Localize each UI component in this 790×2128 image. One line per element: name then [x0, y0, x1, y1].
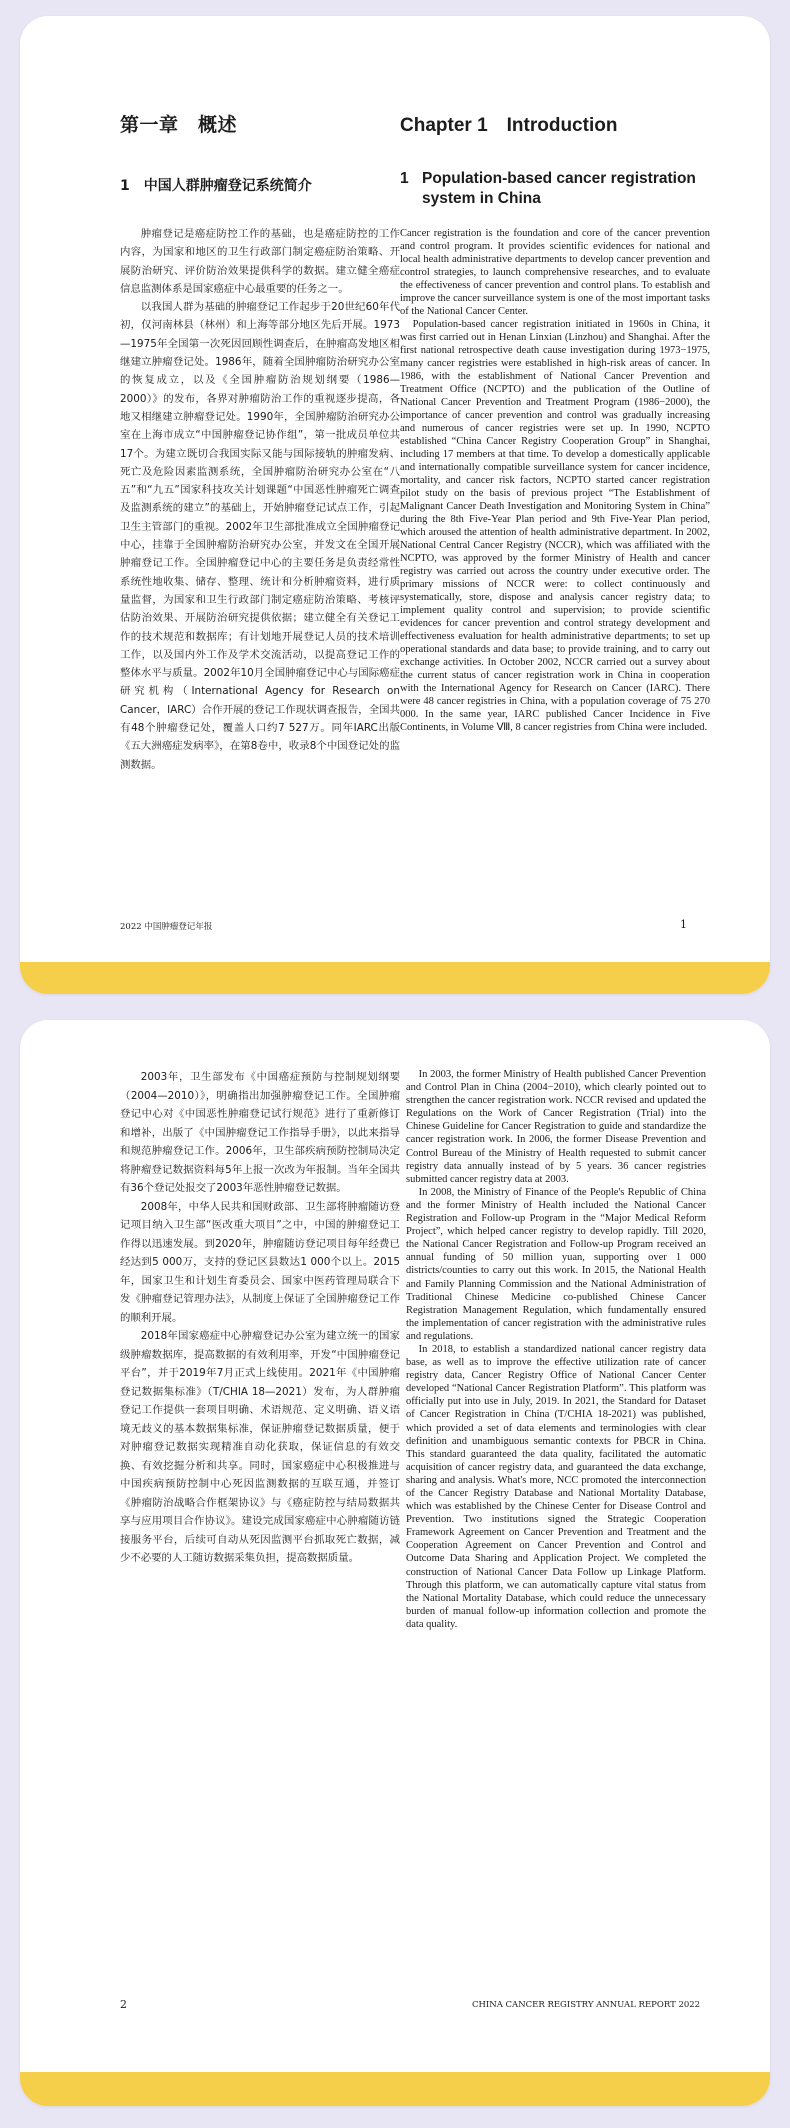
report-page-1	[20, 16, 770, 994]
body-text-cn	[120, 225, 400, 774]
paragraph: Population-based cancer registration initiated in 1960s in China, it was first carried out in Henan Linxian (Linzhou) and Shanghai. After the first national retrospective death cause investigation during 1973−1975, many cancer registries were established in high-risk areas of cancer. In 1986, with the establishment of National Cancer Prevention and Treatment Office (NCPTO) and the publication of the Outline of National Cancer Prevention and Treatment Program (1986−2000), the importance of cancer prevention and control was gradually increasing and numerous of cancer registries were set up. In 1990, NCPTO established “China Cancer Registry Cooperation Group” in Shanghai, including 17 members at that time. To develop a domestically applicable and internationally compatible surveillance system for cancer incidence, mortality, and cancer risk factors, NCPTO started cancer registration pilot study on the basis of previous project “The Establishment of Malignant Cancer Death Investigation and Monitoring System in China” during the 8th Five-Year Plan period and 9th Five-Year Plan period, which aroused the attention of health administrative department. In 2002, National Central Cancer Registry (NCCR), which was affiliated with the NCPTO, was approved by the former Ministry of Health and cancer registry was carried out across the country under executive order. The primary missions of NCCR were: to collect continuously and systematically, store, dispose and analysis cancer registry data; to implement quality control and supervision; to provide scientific evidences for cancer prevention and control strategy development and effectiveness evaluation for health administrative departments; to set up operational standards and data base; to provide training, and to carry out exchange activities. In October 2002, NCCR carried out a survey about the current status of cancer registration work in China in cooperation with the International Agency for Research on Cancer (IARC). There were 48 cancer registries in China, with a population coverage of 75 270 000. In the same year, IARC published Cancer Incidence in Five Continents, in Volume Ⅷ, 8 cancer registries from China were included.	[400, 319, 710, 733]
page-number: 1	[680, 918, 687, 931]
chapter-title-en: Chapter 1 Introduction	[400, 115, 618, 136]
paragraph: 肿瘤登记是癌症防控工作的基础，也是癌症防控的工作内容，为国家和地区的卫生行政部门制定癌症防治策略、开展防治研究、评价防治效果提供科学的数据。建立健全癌症信息监测体系是国家癌症中心最重要的任务之一。	[120, 228, 400, 295]
english-column	[406, 1068, 706, 1998]
running-footer: 2022 中国肿瘤登记年报	[120, 922, 213, 932]
chapter-title-cn: 第一章 概述	[120, 114, 238, 136]
paragraph: Cancer registration is the foundation and core of the cancer prevention and control program. It provides scientific evidences for national and local health administrative departments to develop cancer prevention and control strategies, to launch comprehensive researches, and to evaluate the effectiveness of cancer prevention and control plans. To establish and improve the cancer surveillance system is one of the most important tasks of the National Cancer Center.	[400, 228, 710, 317]
page-number: 2	[120, 1998, 127, 2011]
report-page-2	[20, 1020, 770, 2106]
english-column	[400, 110, 710, 900]
paragraph: 2008年，中华人民共和国财政部、卫生部将肿瘤随访登记项目纳入卫生部“医改重大项目”之中，中国的肿瘤登记工作得以迅速发展。到2020年，肿瘤随访登记项目每年经费已经达到5 000万，支持的登记区县数达1 000个以上。2015年，国家卫生和计划生育委员会、国家中医药管理局联合下发《肿瘤登记管理办法》，从制度上保证了全国肿瘤登记工作的顺利开展。	[120, 1200, 400, 1324]
running-footer: CHINA CANCER REGISTRY ANNUAL REPORT 2022	[472, 2000, 701, 2010]
body-text-en	[400, 227, 710, 734]
paragraph: 2018年国家癌症中心肿瘤登记办公室为建立统一的国家级肿瘤数据库，提高数据的有效利用率，开发“中国肿瘤登记平台”，并于2019年7月正式上线使用。2021年《中国肿瘤登记数据集标准》（T/CHIA 18—2021）发布，为人群肿瘤登记工作提供一套项目明确、术语规范、定义明确、语义语境无歧义的基本数据集标准，保证肿瘤登记数据质量，便于对肿瘤登记数据实现精准自动化获取，保证信息的有效交换、有效挖掘分析和共享。同时，国家癌症中心积极推进与中国疾病预防控制中心死因监测数据的互联互通，并签订《肿瘤防治战略合作框架协议》与《癌症防控与结局数据共享与应用项目合作协议》。建设完成国家癌症中心肿瘤随访链接服务平台，后续可自动从死因监测平台抓取死亡数据，减少不必要的人工随访数据采集负担，提高数据质量。	[120, 1330, 400, 1564]
section-number: 1	[400, 170, 409, 187]
body-text-cn	[120, 1068, 400, 1568]
section-heading-en	[400, 169, 710, 209]
body-text-en	[406, 1068, 706, 1631]
chinese-column	[120, 110, 400, 890]
section-heading-cn: 1 中国人群肿瘤登记系统简介	[120, 178, 312, 194]
paragraph: 2003年，卫生部发布《中国癌症预防与控制规划纲要（2004—2010）》，明确指出加强肿瘤登记工作。全国肿瘤登记中心对《中国恶性肿瘤登记试行规范》进行了重新修订和增补，出版了《中国肿瘤登记工作指导手册》，以此来指导和规范肿瘤登记工作。2006年，卫生部疾病预防控制局决定将肿瘤登记数据资料每5年上报一次改为年报制。当年全国共有36个登记处报交了2003年恶性肿瘤登记数据。	[120, 1071, 400, 1194]
paragraph: In 2018, to establish a standardized national cancer registry data base, as well as to improve the effective utilization rate of cancer registry data, Cancer Registry Office of National Cancer Center developed “National Cancer Registration Platform”. This platform was officially put into use in July, 2019. In 2021, the Standard for Dataset of Cancer Registration in China (T/CHIA 18-2021) was published, which provided a set of data elements and terminologies with clear definition and unambiguous semantic contexts for PBCR in China. This standard guaranteed the data quality, facilitated the automatic acquisition of cancer registry data, and guaranteed the data exchange, sharing and analysis. What's more, NCC promoted the interconnection of the Cancer Registry Database and National Mortality Database, which was established by the Chinese Center for Disease Control and Prevention. Two institutions signed the Strategic Cooperation Framework Agreement on Cancer Prevention and Treatment and the Cooperation Agreement on Cancer Prevention and Control and Outcome Data Sharing and Application Project. We completed the construction of National Cancer Data Follow up Linkage Platform. Through this platform, we can automatically capture vital status from the National Mortality Database, which could reduce the unnecessary burden of manual follow-up information collection and promote the data quality.	[406, 1343, 706, 1630]
paragraph: In 2008, the Ministry of Finance of the People's Republic of China and the former Ministry of Health included the National Cancer Registration and Follow-up Program in the “Major Medical Reform Project”, which helped cancer registry to develop rapidly. Till 2020, the National Cancer Registration and Follow-up Program received an annual funding of 50 million yuan, supporting over 1 000 districts/counties to carry out this work. In 2015, the National Health and Family Planning Commission and the National Administration of Traditional Chinese Medicine co-published Chinese Cancer Registration Management Regulation, which fundamentally ensured the implementation of cancer registration with the administrative rules and regulations.	[406, 1186, 706, 1342]
paragraph: 以我国人群为基础的肿瘤登记工作起步于20世纪60年代初，仅河南林县（林州）和上海等部分地区先后开展。1973—1975年全国第一次死因回顾性调查后，在肿瘤高发地区相继建立肿瘤登记处。1986年，随着全国肿瘤防治研究办公室的恢复成立，以及《全国肿瘤防治规划纲要（1986—2000）》的发布，各界对肿瘤防治工作的重视逐步提高，各地又相继建立肿瘤登记处。1990年，全国肿瘤防治研究办公室在上海市成立“中国肿瘤登记协作组”，第一批成员单位共17个。为建立既切合我国实际又能与国际接轨的肿瘤发病、死亡及危险因素监测系统，全国肿瘤防治研究办公室在“八五”和“九五”国家科技攻关计划课题“中国恶性肿瘤死亡调查及监测系统的建立”的基础上，开始肿瘤登记试点工作，引起卫生主管部门的重视。2002年卫生部批准成立全国肿瘤登记中心，挂靠于全国肿瘤防治研究办公室，并发文在全国开展肿瘤登记工作。全国肿瘤登记中心的主要任务是负责经常性系统性地收集、储存、整理、统计和分析肿瘤资料，进行质量监督，为国家和卫生行政部门制定癌症防治策略、考核评估防治效果、开展防治研究提供依据；建立健全有关登记工作的技术规范和数据库；有计划地开展登记人员的技术培训工作，以及国内外工作及学术交流活动，以提高登记工作的整体水平与质量。2002年10月全国肿瘤登记中心与国际癌症研究机构（International Agency for Research on Cancer，IARC）合作开展的登记工作现状调查报告，全国共有48个肿瘤登记处，覆盖人口约7 527万。同年IARC出版《五大洲癌症发病率》，在第8卷中，收录8个中国登记处的监测数据。	[120, 301, 400, 771]
page-accent-band	[20, 2072, 770, 2106]
chinese-column	[120, 1068, 400, 1868]
page-accent-band	[20, 962, 770, 994]
paragraph: In 2003, the former Ministry of Health published Cancer Prevention and Control Plan in China (2004−2010), which clearly pointed out to strengthen the cancer registration work. NCCR revised and updated the Regulations on the Work of Cancer Registration (Trial) into the Chinese Guideline for Cancer Registration to guide and standardize the cancer registration work. In 2006, the former Disease Prevention and Control Bureau of the Ministry of Health requested to submit cancer registry data annually instead of by 5 years. 36 cancer registries submitted cancer registry data at 2003.	[406, 1069, 706, 1185]
section-title: Population-based cancer registration system in China	[422, 170, 696, 207]
